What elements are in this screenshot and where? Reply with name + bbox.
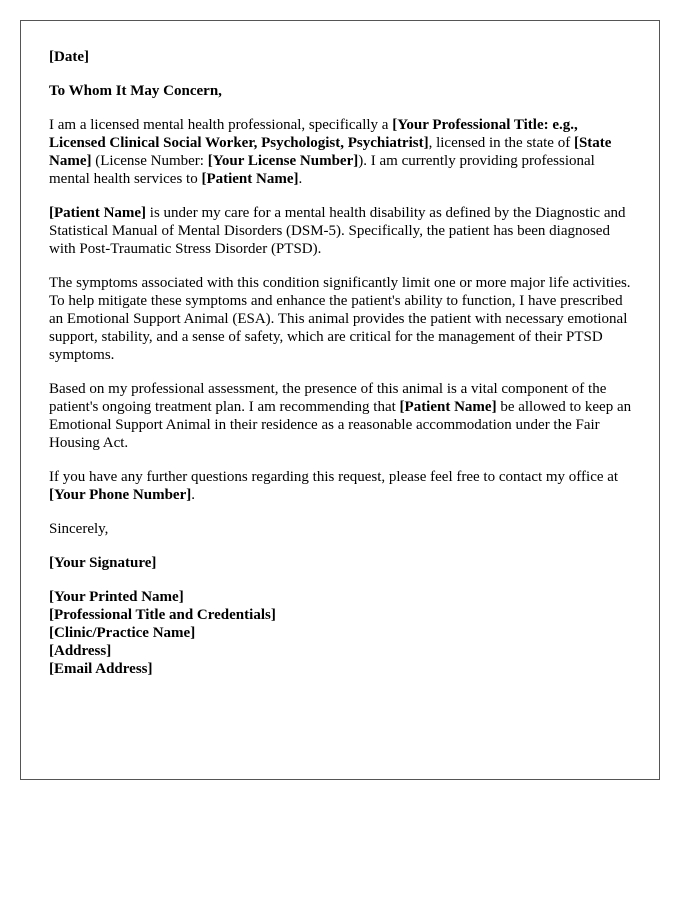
paragraph-diagnosis [49, 204, 635, 258]
contact-text-2: . [191, 487, 195, 503]
practice-name: [Clinic/Practice Name] [49, 625, 196, 641]
letter-salutation: To Whom It May Concern, [49, 83, 222, 99]
intro-text-2: , licensed in the state of [428, 135, 574, 151]
recommendation-text-2: be allowed to keep an Emotional Support Animal in their residence as a reasonable accommodation under the Fair Housing Act. [49, 399, 632, 451]
letter-page [20, 20, 660, 780]
contact-text-1: If you have any further questions regarding this request, please feel free to contact my office at [49, 469, 619, 485]
paragraph-introduction [49, 116, 635, 188]
intro-text-1: I am a licensed mental health professional, specifically a [49, 117, 393, 133]
intro-text-4: ). I am currently providing professional mental health services to [49, 153, 595, 187]
license-number-placeholder: [Your License Number] [207, 153, 359, 169]
signature-block [49, 588, 635, 678]
email-address: [Email Address] [49, 661, 153, 677]
diagnosis-text: is under my care for a mental health disability as defined by the Diagnostic and Statistical Manual of Mental Disorders (DSM-5). Specifically, the patient has been diagnosed with Post-Traumatic Stress Disorder (PTSD). [49, 205, 626, 257]
printed-name: [Your Printed Name] [49, 589, 184, 605]
recommendation-text-1: Based on my professional assessment, the presence of this animal is a vital component of the patient's ongoing treatment plan. I am recommending that [49, 381, 607, 415]
patient-name-placeholder: [Patient Name] [201, 171, 299, 187]
phone-number-placeholder: [Your Phone Number] [49, 487, 192, 503]
intro-text-3: (License Number: [91, 153, 208, 169]
patient-name-placeholder: [Patient Name] [399, 399, 497, 415]
letter-body [49, 48, 635, 678]
title-credentials: [Professional Title and Credentials] [49, 607, 276, 623]
address: [Address] [49, 643, 112, 659]
paragraph-contact [49, 468, 635, 504]
signature-placeholder: [Your Signature] [49, 555, 157, 571]
letter-date: [Date] [49, 49, 89, 65]
patient-name-placeholder: [Patient Name] [49, 205, 147, 221]
paragraph-recommendation [49, 380, 635, 452]
state-name-placeholder: [State Name] [49, 135, 612, 169]
intro-text-5: . [298, 171, 303, 187]
paragraph-symptoms: The symptoms associated with this condition significantly limit one or more major life activities. To help mitigate these symptoms and enhance the patient's ability to function, I have prescribed an Emotional Support Animal (ESA). This animal provides the patient with necessary emotional support, stability, and a sense of safety, which are critical for the management of their PTSD symptoms. [49, 275, 631, 363]
letter-closing: Sincerely, [49, 521, 109, 537]
professional-title-placeholder: [Your Professional Title: e.g., Licensed Clinical Social Worker, Psychologist, Psychiatrist] [49, 117, 578, 151]
